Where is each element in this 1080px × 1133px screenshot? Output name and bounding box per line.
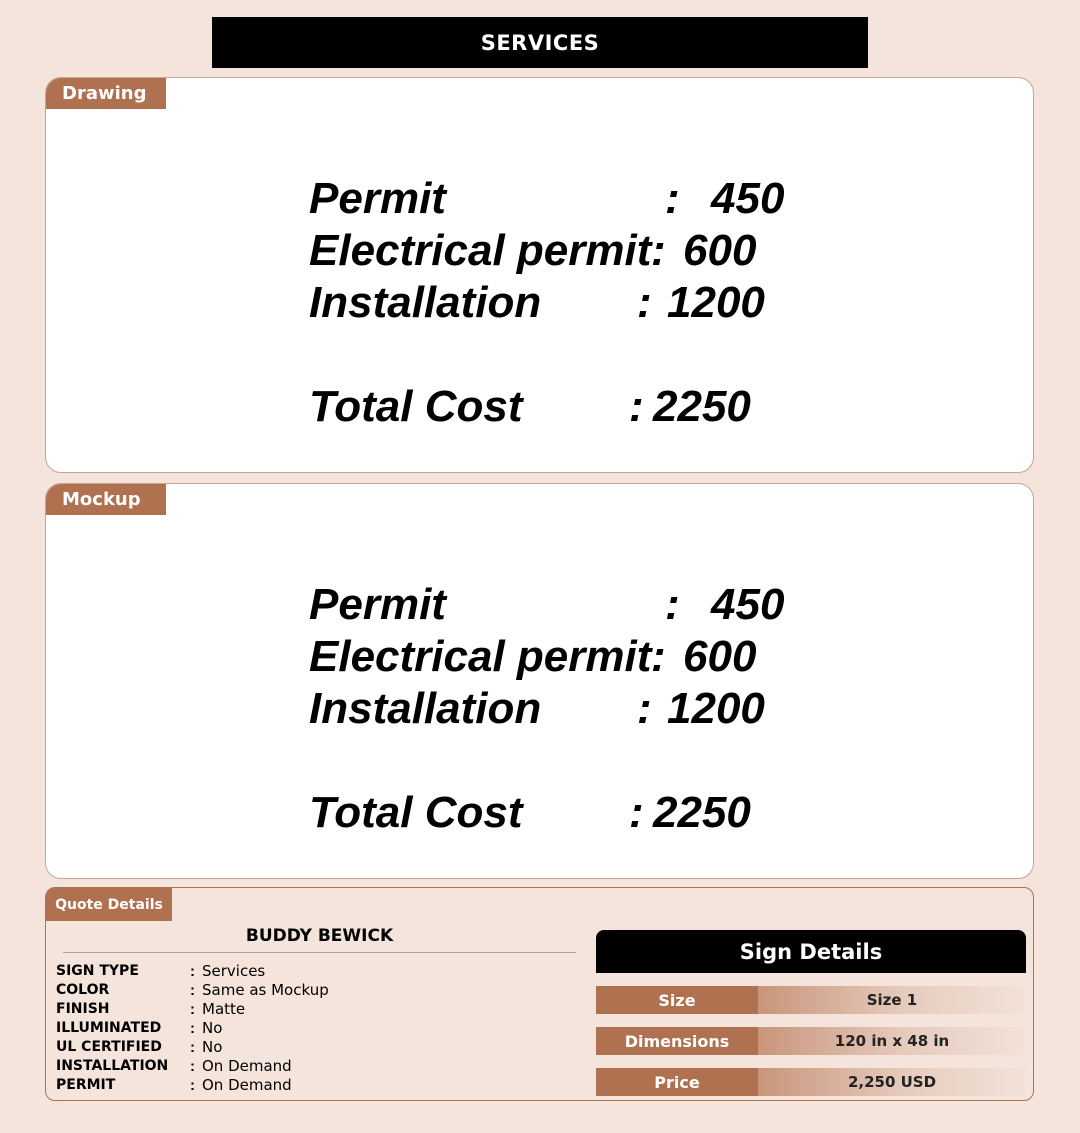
spec-value: Same as Mockup bbox=[202, 981, 329, 999]
cost-label: Electrical permit bbox=[309, 226, 652, 275]
cost-row bbox=[309, 225, 789, 277]
cost-colon: : bbox=[637, 278, 652, 327]
cost-colon: : bbox=[651, 632, 666, 681]
total-label: Total Cost bbox=[309, 788, 523, 837]
cost-label: Installation bbox=[309, 278, 542, 327]
sign-detail-row bbox=[596, 1027, 1026, 1055]
spec-colon: : bbox=[190, 1039, 195, 1056]
spec-value: No bbox=[202, 1038, 223, 1056]
cost-value: 600 bbox=[683, 632, 757, 681]
spec-colon: : bbox=[190, 1077, 195, 1094]
spec-value: Matte bbox=[202, 1000, 246, 1018]
cost-row bbox=[309, 173, 789, 225]
spec-key: INSTALLATION bbox=[56, 1058, 169, 1074]
total-value: 2250 bbox=[653, 382, 751, 431]
sign-details-card bbox=[596, 930, 1026, 1096]
total-value: 2250 bbox=[653, 788, 751, 837]
total-colon: : bbox=[629, 788, 644, 837]
spec-row bbox=[56, 1000, 576, 1019]
sign-detail-value: 120 in x 48 in bbox=[758, 1027, 1026, 1055]
spec-value: Services bbox=[202, 962, 266, 980]
sign-detail-key: Dimensions bbox=[596, 1027, 758, 1055]
page-title: SERVICES bbox=[480, 30, 600, 55]
cost-value: 600 bbox=[683, 226, 757, 275]
cost-colon: : bbox=[637, 684, 652, 733]
cost-label: Electrical permit bbox=[309, 632, 652, 681]
mockup-image bbox=[309, 579, 789, 839]
total-label: Total Cost bbox=[309, 382, 523, 431]
sign-detail-key: Size bbox=[596, 986, 758, 1014]
sign-detail-row bbox=[596, 986, 1026, 1014]
drawing-image bbox=[309, 173, 789, 433]
spec-key: PERMIT bbox=[56, 1077, 116, 1093]
spec-value: On Demand bbox=[202, 1057, 292, 1075]
cost-colon: : bbox=[665, 174, 680, 223]
cost-row bbox=[309, 683, 789, 735]
spec-key: UL CERTIFIED bbox=[56, 1039, 162, 1055]
cost-row bbox=[309, 277, 789, 329]
customer-name: BUDDY BEWICK bbox=[63, 926, 576, 953]
spec-row bbox=[56, 1057, 576, 1076]
cost-colon: : bbox=[665, 580, 680, 629]
drawing-panel bbox=[45, 77, 1034, 473]
spec-row bbox=[56, 962, 576, 981]
spec-colon: : bbox=[190, 963, 195, 980]
spec-value: On Demand bbox=[202, 1076, 292, 1094]
spec-key: SIGN TYPE bbox=[56, 963, 139, 979]
sign-detail-value: 2,250 USD bbox=[758, 1068, 1026, 1096]
cost-label: Installation bbox=[309, 684, 542, 733]
mockup-panel bbox=[45, 483, 1034, 879]
cost-row bbox=[309, 631, 789, 683]
sign-detail-row bbox=[596, 1068, 1026, 1096]
cost-label: Permit bbox=[309, 580, 446, 629]
cost-row bbox=[309, 579, 789, 631]
sign-details-title: Sign Details bbox=[596, 930, 1026, 973]
cost-value: 1200 bbox=[667, 278, 765, 327]
cost-value: 1200 bbox=[667, 684, 765, 733]
spec-row bbox=[56, 1019, 576, 1038]
cost-colon: : bbox=[651, 226, 666, 275]
total-colon: : bbox=[629, 382, 644, 431]
spec-row bbox=[56, 981, 576, 1000]
spec-key: ILLUMINATED bbox=[56, 1020, 162, 1036]
spec-value: No bbox=[202, 1019, 223, 1037]
spec-colon: : bbox=[190, 982, 195, 999]
spec-key: FINISH bbox=[56, 1001, 110, 1017]
drawing-tab: Drawing bbox=[46, 78, 166, 109]
cost-label: Permit bbox=[309, 174, 446, 223]
spec-key: COLOR bbox=[56, 982, 110, 998]
quote-details-tab: Quote Details bbox=[46, 888, 172, 921]
sign-detail-key: Price bbox=[596, 1068, 758, 1096]
cost-value: 450 bbox=[711, 580, 785, 629]
sign-detail-value: Size 1 bbox=[758, 986, 1026, 1014]
mockup-tab: Mockup bbox=[46, 484, 166, 515]
total-cost-row bbox=[309, 381, 789, 433]
quote-details-panel bbox=[45, 887, 1034, 1101]
spec-colon: : bbox=[190, 1020, 195, 1037]
spec-colon: : bbox=[190, 1001, 195, 1018]
total-cost-row bbox=[309, 787, 789, 839]
spec-colon: : bbox=[190, 1058, 195, 1075]
spec-list bbox=[56, 962, 576, 1095]
services-header bbox=[212, 17, 868, 68]
spec-row bbox=[56, 1076, 576, 1095]
cost-value: 450 bbox=[711, 174, 785, 223]
spec-row bbox=[56, 1038, 576, 1057]
